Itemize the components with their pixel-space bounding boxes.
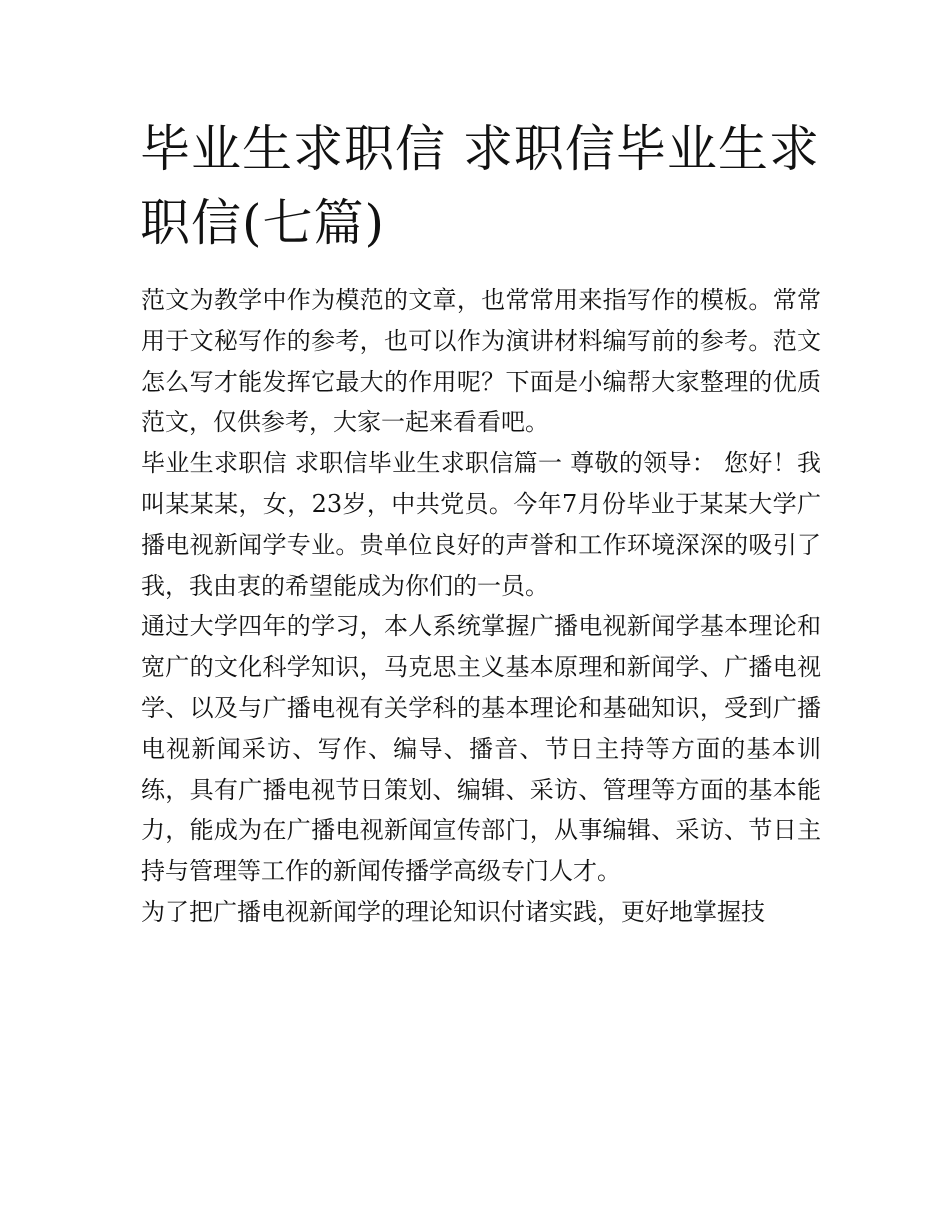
paragraph: 范文为教学中作为模范的文章，也常常用来指写作的模板。常常用于文秘写作的参考，也可以作为演讲材料编写前的参考。范文怎么写才能发挥它最大的作用呢？下面是小编帮大家整理的优质范文，仅供参考，大家一起来看看吧。 [141,286,821,437]
document-body [141,280,821,933]
paragraph: 为了把广播电视新闻学的理论知识付诸实践，更好地掌握技 [141,897,765,926]
document-title: 毕业生求职信 求职信毕业生求职信(七篇) [140,120,820,252]
paragraph: 毕业生求职信 求职信毕业生求职信篇一 尊敬的领导： 您好！我叫某某某，女，23岁，中共党员。今年7月份毕业于某某大学广播电视新闻学专业。贵单位良好的声誉和工作环境深深的吸引了我，我由衷的希望能成为你们的一员。 [141,449,821,600]
paragraph: 通过大学四年的学习，本人系统掌握广播电视新闻学基本理论和宽广的文化科学知识，马克思主义基本原理和新闻学、广播电视学、以及与广播电视有关学科的基本理论和基础知识，受到广播电视新闻采访、写作、编导、播音、节日主持等方面的基本训练，具有广播电视节日策划、编辑、采访、管理等方面的基本能力，能成为在广播电视新闻宣传部门，从事编辑、采访、节日主持与管理等工作的新闻传播学高级专门人才。 [141,612,821,886]
